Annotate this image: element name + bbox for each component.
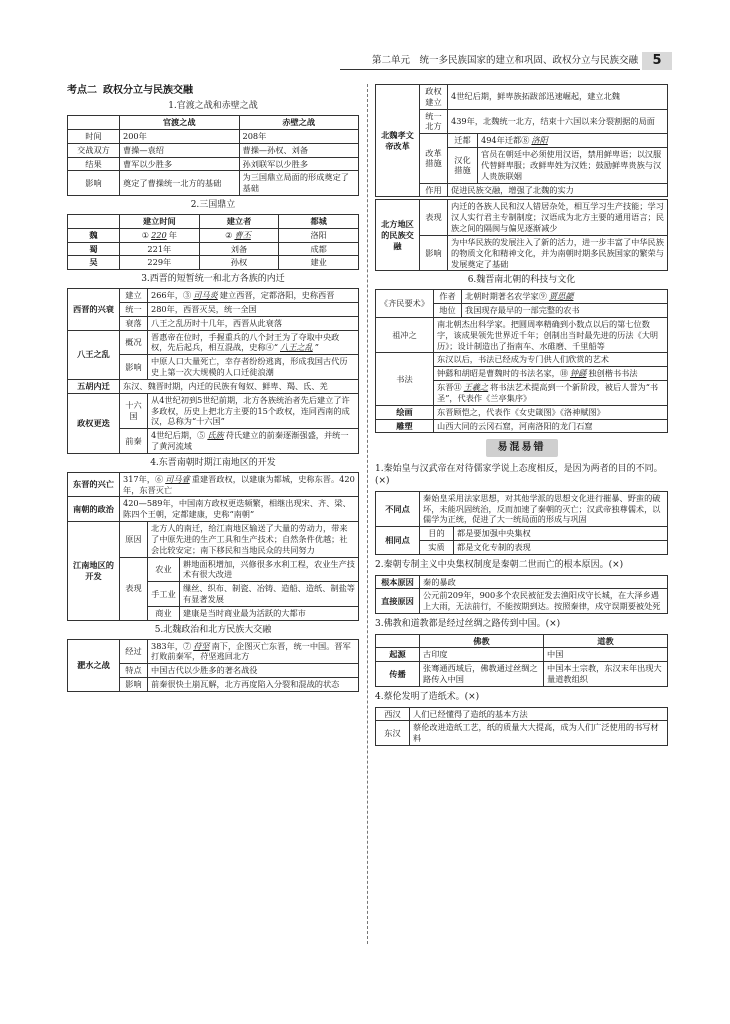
table-title: 3.西晋的短暂统一和北方各族的内迁 (141, 274, 285, 285)
column-divider (367, 84, 368, 944)
header-rule (340, 69, 640, 70)
table-row: 蜀 221年 刘备 成都 (68, 242, 359, 256)
q4-table: 西汉 人们已经懂得了造纸的基本方法 东汉 蔡伦改进造纸工艺，纸的质量大大提高，成为人们广泛使用的书写材料 (375, 707, 668, 746)
handwritten-answer: 曹丕 (234, 229, 251, 240)
table-title: 4.东晋南朝时期江南地区的开发 (150, 457, 276, 468)
page-header (0, 52, 730, 72)
heading-number: 考点二 (67, 85, 97, 96)
table-row: 结果 曹军以少胜多 孙刘联军以少胜多 (68, 157, 359, 171)
unit-title: 第二单元 统一多民族国家的建立和巩固、政权分立与民族交融 (371, 55, 638, 66)
handwritten-answer: 洛阳 (531, 135, 548, 146)
table-title: 2.三国鼎立 (190, 200, 236, 211)
question-4: 4.蔡伦发明了造纸术。(×) (375, 691, 480, 702)
handwritten-answer: 钟繇 (570, 368, 587, 379)
three-kingdoms-table: 建立时间 建立者 都城 魏 ① 220 年 ② 曹丕 洛阳 蜀 221年 刘备 成都 吴 229年 孙权 建业 (67, 214, 359, 270)
question-1: 1.秦始皇与汉武帝在对待儒家学说上态度相反，是因为两者的目的不同。(×) (375, 463, 663, 487)
science-culture-table: 《齐民要术》 作者 北朝时期著名农学家⑨ 贾思勰 地位 我国现存最早的一部完整的农书 祖冲之 南北朝杰出科学家。把圆周率精确到小数点以后的第七位数字，该成果领先世界近千年；创制出当时最先进的历法《大明历》；设计制造出了指南车、水碓磨、千里船等 书法 东汉以后，书法已经成为专门供人们欣赏的艺术 钟繇和胡昭是曹魏时的书法名家，⑩ 钟繇 独创楷书书法 东晋⑪ 王羲之 将书法艺术提高到一个新阶段，被后人誉为“书圣”，代表作《兰亭集序》 绘画 东晋顾恺之，代表作《女史箴图》《洛神赋图》 雕塑 山西大同的云冈石窟，河南洛阳的龙门石窟 (375, 289, 668, 433)
q3-table: 佛教 道教 起源 古印度 中国 传播 张骞通西域后，佛教通过丝绸之路传入中国 中国本土宗教，东汉末年出现大量道教组织 (375, 634, 668, 687)
col-header: 赤壁之战 (239, 116, 359, 130)
right-column (375, 84, 668, 746)
table-row: 吴 229年 孙权 建业 (68, 256, 359, 270)
handwritten-answer: 苻坚 (193, 640, 210, 651)
handwritten-answer: 贾思勰 (548, 291, 574, 302)
feishui-table: 淝水之战 经过 383年，⑦ 苻坚 南下，企图灭亡东晋，统一中国。晋军打败前秦军，苻坚逃回北方 特点 中国古代以少胜多的著名战役 影响 前秦很快土崩瓦解，北方再度陷入分裂和混战的状态 (67, 639, 359, 692)
easy-mistake-badge: 易混易错 (486, 439, 558, 456)
table-row: 影响 奠定了曹操统一北方的基础 为三国鼎立局面的形成奠定了基础 (68, 171, 359, 196)
question-2: 2.秦朝专制主义中央集权制度是秦朝二世而亡的根本原因。(×) (375, 559, 624, 570)
battles-table (67, 115, 359, 196)
handwritten-answer: 王羲之 (463, 382, 489, 393)
table-row: 魏 ① 220 年 ② 曹丕 洛阳 (68, 228, 359, 242)
ethnic-integration-table: 北方地区的民族交融 表现 内迁的各族人民和汉人错居杂处，相互学习生产技能；学习汉人实行君主专制制度；汉语成为北方主要的通用语言；民族之间的隔阂与偏见逐渐减少 影响 为中华民族的发展注入了新的活力，进一步丰富了中华民族的物质文化和精神文化，并为南朝时期多民族国家的繁荣与发展奠定了基础 (375, 199, 668, 271)
table-title: 1.官渡之战和赤壁之战 (168, 101, 258, 112)
table-title: 5.北魏政治和北方民族大交融 (154, 624, 272, 635)
table-row: 时间 200年 208年 (68, 129, 359, 143)
section-heading (67, 84, 359, 97)
table-title: 6.魏晋南北朝的科技与文化 (467, 275, 576, 286)
q1-table: 不同点 秦始皇采用法家思想，对其他学派的思想文化进行摧暴、野蛮的破坏，未能巩固统治，反而加速了秦朝的灭亡；汉武帝独尊儒术，以儒学为正统，促进了大一统局面的形成与巩固 相同点 目的 都是要加强中央集权 实质 都是文化专制的表现 (375, 491, 668, 555)
handwritten-answer: 220 (151, 229, 167, 240)
col-header: 官渡之战 (120, 116, 240, 130)
page-number: 5 (642, 52, 672, 70)
q2-table: 根本原因 秦的暴政 直接原因 公元前209年，900多个农民被征发去渔阳戍守长城，在大泽乡遇上大雨，无法前行，不能按期到达。按照秦律，戍守误期要被处死 (375, 575, 668, 614)
table-row: 交战双方 曹操—袁绍 曹操—孙权、刘备 (68, 143, 359, 157)
handwritten-answer: 司马炎 (193, 290, 218, 301)
question-3: 3.佛教和道教都是经过丝绸之路传到中国。(×) (375, 619, 561, 629)
left-column (67, 84, 359, 692)
handwritten-answer: 氐族 (207, 430, 224, 441)
handwritten-answer: 八王之乱 (280, 342, 313, 353)
jiangnan-table: 东晋的兴亡 317年，⑥ 司马睿 重建晋政权，以建康为都城，史称东晋。420年，东晋灭亡 南朝的政治 420—589年，中国南方政权更迭频繁，相继出现宋、齐、梁、陈四个王朝，定都建康，史称“南朝” 江南地区的开发 原因 北方人的南迁，给江南地区输送了大量的劳动力，带来了中原先进的生产工具和生产技术；自然条件优越；社会比较安定；南下移民和当地民众的共同努力 表现 农业 耕地面积增加，兴修很多水利工程，农业生产技术有很大改进 手工业 缫丝、织布、制瓷、冶铸、造船、造纸、制盐等有显著发展 商业 建康是当时商业最为活跃的大都市 (67, 472, 359, 621)
handwritten-answer: 司马睿 (165, 473, 190, 484)
western-jin-table: 西晋的兴衰 建立 266年，③ 司马炎 建立西晋，定都洛阳，史称西晋 统一 280年，西晋灭吴，统一全国 衰落 八王之乱历时十几年，西晋从此衰落 八王之乱 概况 晋惠帝在位时，手握重兵的八个封王为了夺取中央政权，先后起兵，相互混战，史称④“ 八王之乱 ” 影响 中原人口大量死亡，幸存者纷纷逃离，形成我国古代历史上第一次大规模的人口迁徙浪潮 五胡内迁 东汉、魏晋时期，内迁的民族有匈奴、鲜卑、羯、氐、羌 政权更迭 十六国 从4世纪初到5世纪前期，北方各族统治者先后建立了许多政权，历史上把北方主要的15个政权，连同西南的成汉，总称为“十六国” 前秦 4世纪后期，⑤ 氐族 苻氏建立的前秦逐渐强盛，并统一了黄河流域 (67, 288, 359, 454)
heading-text: 政权分立与民族交融 (103, 85, 193, 96)
northern-wei-table: 北魏孝文帝改革 政权建立 4世纪后期，鲜卑族拓跋部迅速崛起，建立北魏 统一北方 439年，北魏统一北方，结束十六国以来分裂割据的局面 改革措施 迁都 494年迁都⑧ 洛阳 汉化措施 官员在朝廷中必须使用汉语，禁用鲜卑语；以汉服代替鲜卑服；改鲜卑姓为汉姓；鼓励鲜卑贵族与汉人贵族联姻 作用 促进民族交融，增强了北魏的实力 (375, 84, 668, 197)
